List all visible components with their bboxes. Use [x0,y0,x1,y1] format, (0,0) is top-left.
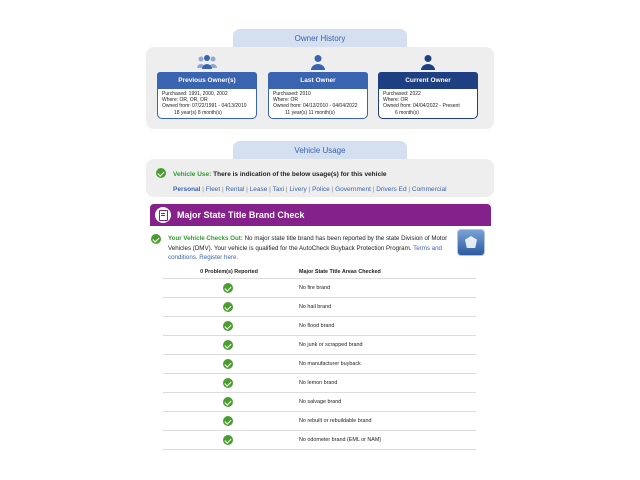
check-icon [223,283,233,293]
current-owner-details [378,89,478,119]
vehicle-usage-tab: Vehicle Usage [233,141,407,160]
areas-checked-header: Major State Title Areas Checked [299,269,381,275]
owner-purchased: Purchased: 1991, 2000, 2002 [162,91,228,97]
title-brand-table [163,266,476,450]
table-row [163,279,476,298]
brand-check-label: No flood brand [299,323,335,329]
owner-where: Where: OR [273,97,299,104]
brand-check-label: No salvage brand [299,399,342,405]
multiple-owners-icon [196,54,218,70]
check-icon [223,340,233,350]
usage-separator: | [370,186,377,193]
table-row [163,393,476,412]
owner-duration: 11 year(s) 11 month(s) [285,109,335,116]
owner-owned-from: Owned from: 04/13/2010 - 04/04/2022 [273,103,358,110]
usage-separator: | [267,186,273,193]
current-owner-header: Current Owner [378,72,478,89]
owner-owned-from: Owned from: 04/04/2022 - Present [383,103,460,110]
usage-separator: | [220,186,226,193]
owner-duration: 6 month(s) [395,109,419,116]
terms-link[interactable]: Terms and conditions. Register here. [168,244,442,261]
usage-type-list [173,186,447,193]
brand-check-label: No junk or scrapped brand [299,342,363,348]
owner-owned-from: Owned from: 07/22/1991 - 04/13/2010 [162,103,247,110]
usage-separator: | [329,186,336,193]
table-row [163,317,476,336]
check-icon [151,234,161,244]
check-icon [156,168,166,178]
usage-separator: | [306,186,313,193]
usage-item: Drivers Ed [376,186,407,193]
owner-icon [420,54,436,70]
check-icon [223,435,233,445]
vehicle-usage-panel [146,159,494,197]
brand-check-label: No hail brand [299,304,332,310]
owner-history-panel [146,47,494,129]
brand-check-label: No manufacturer buyback [299,361,361,367]
table-row [163,431,476,450]
brand-check-label: No odometer brand (EML or NAM) [299,437,382,443]
usage-item: Lease [249,186,268,193]
check-icon [223,397,233,407]
vehicle-use-label: Vehicle Use: [173,171,212,178]
owner-icon [310,54,326,70]
table-row [163,374,476,393]
brand-check-label: No lemon brand [299,380,338,386]
brand-check-label: No fire brand [299,285,331,291]
table-row [163,298,476,317]
table-row [163,412,476,431]
title-brand-header [150,204,491,226]
usage-item: Police [312,186,330,193]
usage-item: Commercial [411,186,447,193]
owner-where: Where: OR [383,97,409,104]
check-icon [223,302,233,312]
previous-owner-details [157,89,257,119]
usage-separator: | [244,186,250,193]
usage-item: Livery [289,186,307,193]
owner-duration: 18 year(s) 8 month(s) [174,109,222,116]
previous-owner-header: Previous Owner(s) [157,72,257,89]
usage-item: Fleet [205,186,221,193]
usage-separator: | [406,186,412,193]
table-row [163,336,476,355]
vehicle-use-statement [173,171,387,178]
checks-out-label: Your Vehicle Checks Out: [168,235,243,242]
last-owner-details [268,89,368,119]
usage-item: Government [335,186,371,193]
brand-check-label: No rebuilt or rebuildable brand [299,418,372,424]
buyback-protection-badge [457,229,485,256]
usage-item: Taxi [272,186,285,193]
vehicle-use-text: There is indication of the below usage(s) for this vehicle [213,171,387,178]
table-row [163,355,476,374]
check-icon [223,359,233,369]
owner-purchased: Purchased: 2022 [383,91,421,97]
usage-item: Personal [173,186,201,193]
problems-reported-header: 0 Problem(s) Reported [200,269,258,275]
owner-where: Where: OR, OR, OR [162,97,208,104]
table-header [163,266,476,279]
last-owner-header: Last Owner [268,72,368,89]
check-icon [223,321,233,331]
document-icon [155,207,171,223]
check-icon [223,416,233,426]
title-brand-title: Major State Title Brand Check [177,210,305,220]
checks-out-message [168,234,448,263]
usage-separator: | [284,186,290,193]
usage-separator: | [200,186,206,193]
usage-item: Rental [225,186,245,193]
check-icon [223,378,233,388]
owner-purchased: Purchased: 2010 [273,91,311,97]
checks-out-text: No major state title brand has been reported by the state Division of Motor Vehicles (DMV). Your vehicle is qualified for the AutoCheck Buyback Protection Program. [168,235,448,252]
owner-history-tab: Owner History [233,29,407,48]
